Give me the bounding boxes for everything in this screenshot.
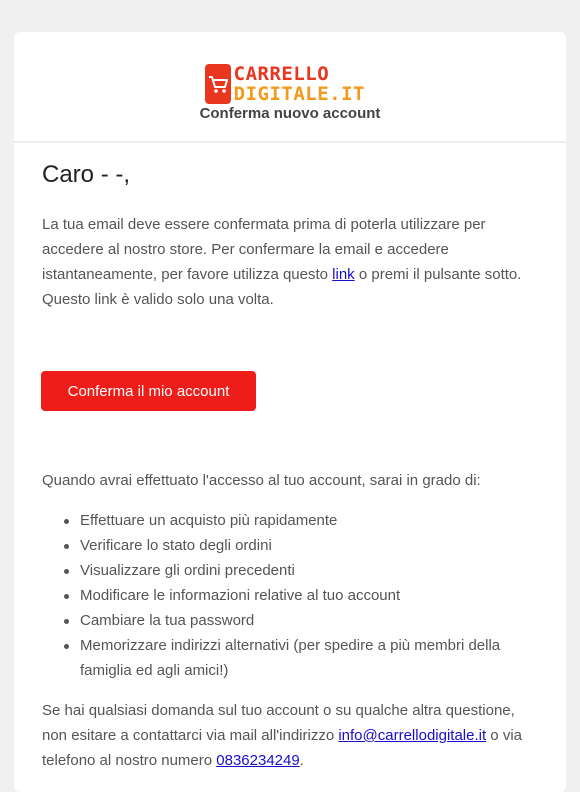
confirm-link[interactable]: link — [332, 266, 355, 283]
bullet-icon — [64, 544, 69, 549]
contact-text-middle: o via telefono al nostro numero — [42, 727, 522, 769]
list-item: Modificare le informazioni relative al tuo account — [42, 583, 532, 608]
shopping-cart-icon — [205, 64, 231, 104]
email-header — [14, 32, 566, 143]
brand-wordmark-line2: DIGITALE.IT — [233, 82, 365, 105]
email-card — [14, 32, 566, 792]
bullet-icon — [64, 569, 69, 574]
confirm-account-button[interactable]: Conferma il mio account — [41, 371, 256, 411]
list-item: Cambiare la tua password — [42, 608, 532, 633]
page-title: Conferma nuovo account — [199, 105, 381, 122]
intro-text-end: o premi il pulsante sotto. Questo link è valido solo una volta. — [42, 266, 522, 308]
intro-text-start: La tua email deve essere confermata prima di poterla utilizzare per accedere al nostro store. Per confermare la email e accedere istantaneamente, per favore utilizza questo — [42, 216, 486, 283]
brand-logo[interactable] — [205, 62, 365, 106]
brand-wordmark-line1: CARRELLO — [233, 62, 330, 85]
bullet-icon — [64, 519, 69, 524]
intro-paragraph — [42, 212, 542, 312]
list-item: Verificare lo stato degli ordini — [42, 533, 532, 558]
contact-text-end: . — [299, 752, 304, 769]
contact-text-start: Se hai qualsiasi domanda sul tuo account o su qualche altra questione, non esitare a contattarci via mail all'indirizzo — [42, 702, 515, 744]
support-email-link[interactable]: info@carrellodigitale.it — [338, 727, 487, 744]
contact-paragraph — [42, 698, 542, 773]
list-item: Memorizzare indirizzi alternativi (per spedire a più membri della famiglia ed agli amici!) — [42, 633, 532, 683]
greeting: Caro - -, — [42, 161, 131, 188]
list-item: Effettuare un acquisto più rapidamente — [42, 508, 532, 533]
bullet-icon — [64, 644, 69, 649]
bullet-icon — [64, 594, 69, 599]
support-phone-link[interactable]: 0836234249 — [216, 752, 300, 769]
brand-wordmark — [233, 62, 365, 105]
benefits-list — [42, 508, 532, 683]
bullet-icon — [64, 619, 69, 624]
benefits-intro: Quando avrai effettuato l'accesso al tuo account, sarai in grado di: — [42, 472, 481, 489]
list-item: Visualizzare gli ordini precedenti — [42, 558, 532, 583]
